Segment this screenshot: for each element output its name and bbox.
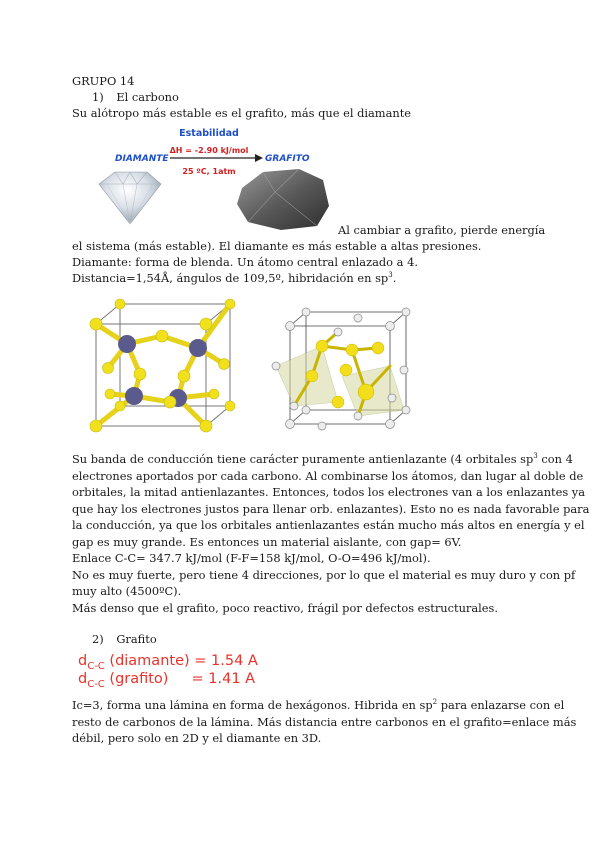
diamond-unit-cell-figure: [78, 296, 248, 442]
band-line-1: Su banda de conducción tiene carácter puramente antienlazante (4 orbitales $sp^3$ con 4: [72, 452, 573, 466]
group-heading: GRUPO 14: [72, 74, 135, 88]
item-1-number: 1): [92, 90, 104, 104]
item-2-title: Grafito: [116, 632, 157, 646]
item-1-title: El carbono: [116, 90, 179, 104]
distance-diamante: $d_{C-C}$ (diamante) = 1.54 A: [78, 653, 258, 672]
item-2-number: 2): [92, 632, 104, 646]
grafito-line-1: Ic=3, forma una lámina en forma de hexágonos. Hibrida en $sp^2$ para enlazarse con el: [72, 698, 565, 712]
band-line-10: Más denso que el grafito, poco reactivo, frágil por defectos estructurales.: [72, 600, 498, 615]
enthalpy-label: ΔH = -2.90 kJ/mol: [169, 146, 249, 155]
graphite-rock-icon: [237, 169, 329, 230]
product-label: GRAFITO: [265, 154, 310, 164]
band-line-2: electrones aportados por cada carbono. Al combinarse los átomos, dan lugar al doble de: [72, 468, 584, 483]
diamond-text-line-4: Distancia=1,54Å, ángulos de 109,5º, hibridación en $sp^3$.: [72, 271, 397, 285]
band-line-6: gap es muy grande. Es entonces un material aislante, con gap= 6V.: [72, 534, 462, 549]
reactant-label: DIAMANTE: [115, 154, 169, 164]
band-line-4: que hay los electrones justos para llenar orb. enlazantes). Esto no es nada favorable para: [72, 501, 590, 516]
diamond-icon: [99, 172, 161, 224]
band-line-9: muy alto (4500ºC).: [72, 584, 182, 598]
intro-line: Su alótropo más estable es el grafito, más que el diamante: [72, 106, 412, 120]
reaction-figure: [85, 122, 345, 234]
conditions-label: 25 ºC, 1atm: [182, 167, 236, 176]
diamond-text-line-3: Diamante: forma de blenda. Un átomo central enlazado a 4.: [72, 255, 418, 269]
arrow-head-icon: [255, 154, 263, 162]
stability-label: Estabilidad: [179, 128, 239, 139]
item-1-heading: [92, 89, 179, 105]
grafito-line-3: débil, pero solo en 2D y el diamante en 3D.: [72, 731, 322, 745]
distance-grafito: $d_{C-C}$ (grafito) = 1.41 A: [78, 671, 256, 690]
band-line-7: Enlace C-C= 347.7 kJ/mol (F-F=158 kJ/mol, O-O=496 kJ/mol).: [72, 551, 431, 565]
band-line-5: la conducción, ya que los orbitales antienlazantes están mucho más altos en energía y el: [72, 518, 585, 532]
grafito-paragraph: [72, 697, 577, 747]
band-line-3: orbitales, la mitad antienlazantes. Entonces, todos los electrones van a los enlazantes ya: [72, 485, 586, 499]
diamond-tetrahedra-figure: [262, 306, 422, 442]
band-line-8: No es muy fuerte, pero tiene 4 direcciones, por lo que el material es muy duro y con pf: [72, 567, 576, 582]
diamond-text-line-1: Al cambiar a grafito, pierde energía: [338, 223, 546, 237]
diamond-text-line-2: el sistema (más estable). El diamante es más estable a altas presiones.: [72, 239, 482, 253]
item-2-heading: [92, 631, 157, 647]
grafito-line-2: resto de carbonos de la lámina. Más distancia entre carbonos en el grafito=enlace más: [72, 714, 577, 729]
band-paragraph: [72, 451, 590, 616]
